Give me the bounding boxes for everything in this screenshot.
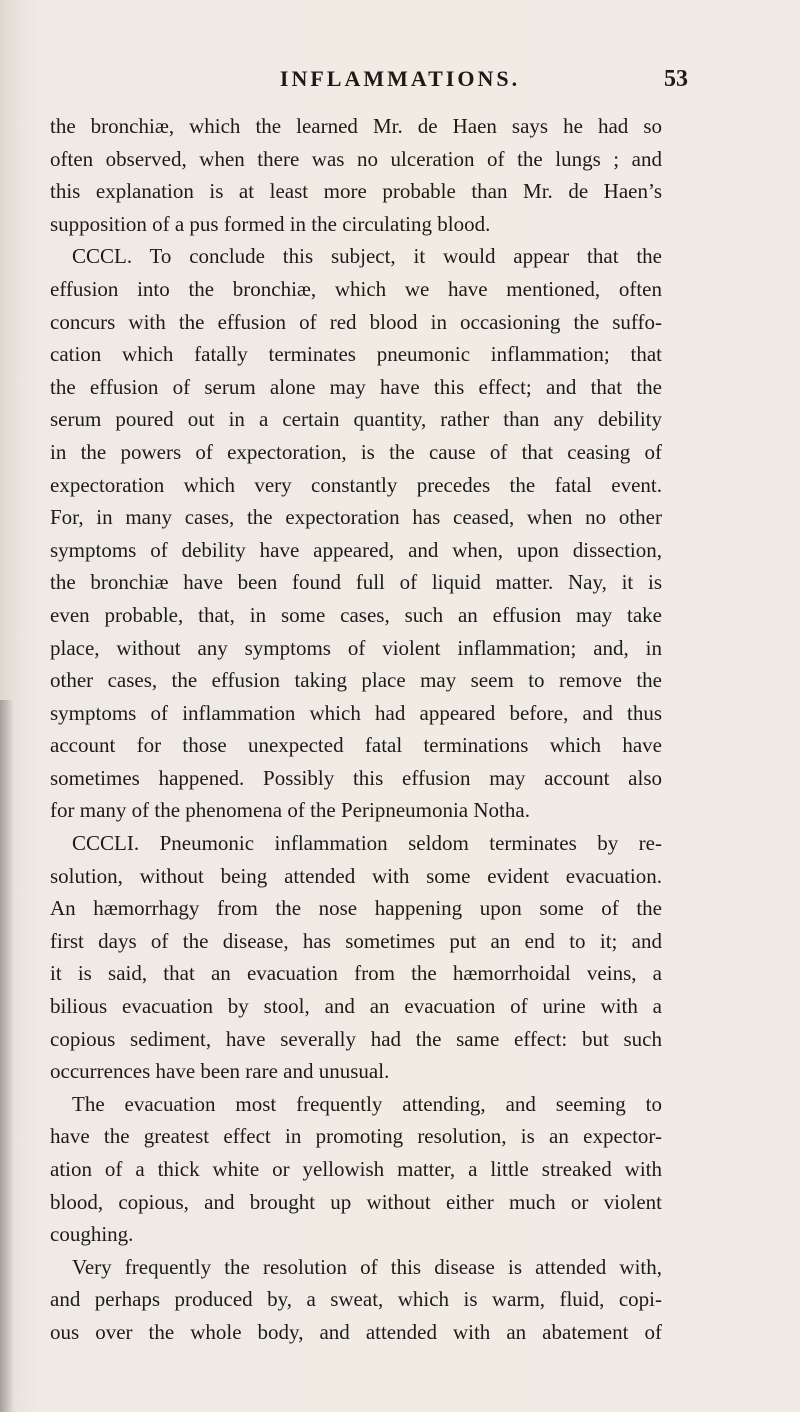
text-line: other cases, the effusion taking place may seem to remove the [50, 668, 662, 693]
text-line: solution, without being attended with some evident evacuation. [50, 863, 662, 888]
text-line: coughing. [50, 1222, 134, 1247]
text-line: and perhaps produced by, a sweat, which is warm, fluid, copi- [50, 1287, 662, 1312]
text-line: have the greatest effect in promoting resolution, is an expector- [50, 1124, 662, 1149]
body-text [50, 110, 662, 1349]
text-line: occurrences have been rare and unusual. [50, 1059, 390, 1084]
text-line: ation of a thick white or yellowish matter, a little streaked with [50, 1157, 662, 1181]
gutter-shadow [0, 700, 14, 1412]
text-line: it is said, that an evacuation from the hæmorrhoidal veins, a [50, 961, 662, 986]
text-line: the bronchiæ have been found full of liquid matter. Nay, it is [50, 570, 662, 595]
text-line: account for those unexpected fatal terminations which have [50, 733, 662, 758]
section-start-line: CCCL. To conclude this subject, it would appear that the [72, 244, 662, 269]
text-line: even probable, that, in some cases, such an effusion may take [50, 602, 662, 627]
paragraph-start-line: The evacuation most frequently attending, and seeming to [72, 1091, 662, 1116]
page-header [0, 62, 800, 102]
text-line: serum poured out in a certain quantity, rather than any debility [50, 407, 662, 432]
page-number: 53 [664, 66, 688, 92]
text-line: effusion into the bronchiæ, which we have mentioned, often [50, 276, 662, 301]
text-line: place, without any symptoms of violent inflammation; and, in [50, 635, 662, 660]
text-line: in the powers of expectoration, is the cause of that ceasing of [50, 439, 662, 464]
running-title: INFLAMMATIONS. [279, 66, 521, 91]
text-line: supposition of a pus formed in the circulating blood. [50, 211, 491, 236]
text-line: expectoration which very constantly precedes the fatal event. [50, 472, 662, 497]
text-line: first days of the disease, has sometimes put an end to it; and [50, 928, 662, 953]
text-line: concurs with the effusion of red blood in occasioning the suffo- [50, 309, 662, 334]
text-line: sometimes happened. Possibly this effusion may account also [50, 765, 662, 790]
text-line: ous over the whole body, and attended with an abatement of [50, 1319, 662, 1344]
text-line: the bronchiæ, which the learned Mr. de Haen says he had so [50, 114, 662, 138]
text-line: blood, copious, and brought up without either much or violent [50, 1189, 662, 1214]
paragraph-start-line: Very frequently the resolution of this disease is attended with, [72, 1254, 662, 1279]
text-line: often observed, when there was no ulceration of the lungs ; and [50, 146, 662, 171]
text-line: this explanation is at least more probable than Mr. de Haen’s [50, 179, 662, 204]
text-line: symptoms of debility have appeared, and when, upon dissection, [50, 537, 662, 562]
section-start-line: CCCLI. Pneumonic inflammation seldom terminates by re- [72, 831, 662, 856]
text-line: cation which fatally terminates pneumonic inflammation; that [50, 342, 662, 367]
text-line: bilious evacuation by stool, and an evacuation of urine with a [50, 994, 662, 1019]
text-line: the effusion of serum alone may have this effect; and that the [50, 374, 662, 399]
text-line: symptoms of inflammation which had appeared before, and thus [50, 700, 662, 725]
text-line: for many of the phenomena of the Peripneumonia Notha. [50, 798, 530, 823]
text-line: For, in many cases, the expectoration has ceased, when no other [50, 505, 662, 530]
text-line: copious sediment, have severally had the same effect: but such [50, 1026, 662, 1051]
text-line: An hæmorrhagy from the nose happening upon some of the [50, 896, 662, 921]
